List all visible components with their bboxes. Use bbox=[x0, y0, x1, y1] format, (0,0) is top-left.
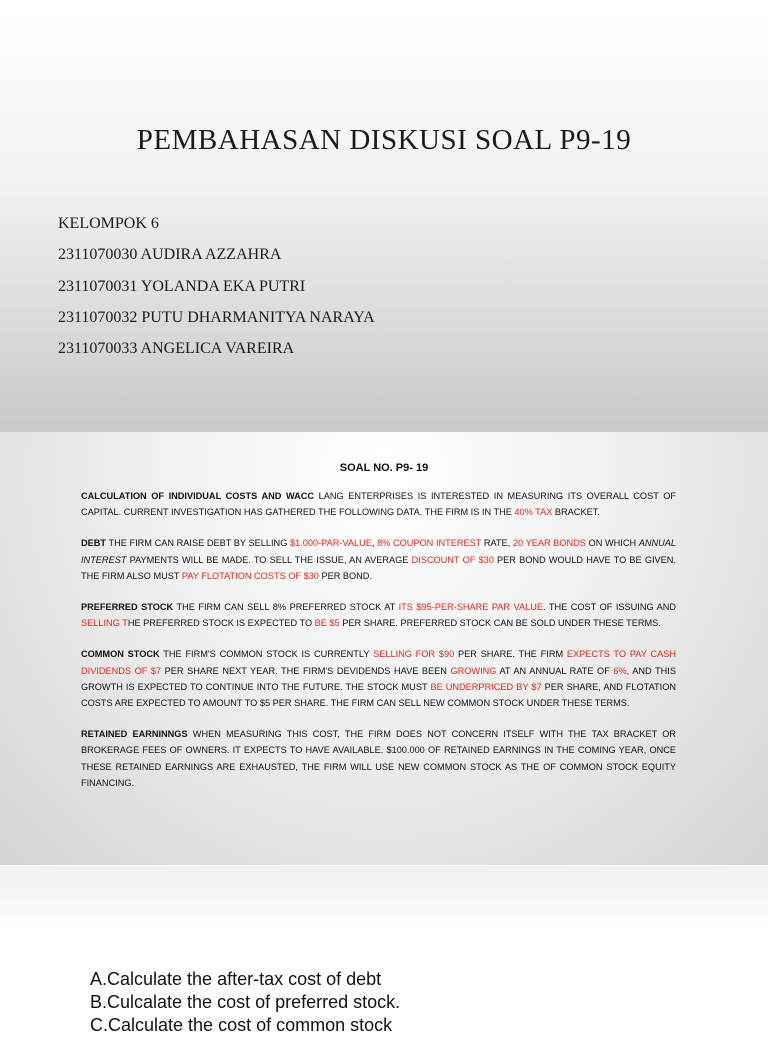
preferred-text: THE FIRM CAN SELL 8% PREFERRED STOCK AT bbox=[173, 602, 399, 613]
intro-label: CALCULATION OF INDIVIDUAL COSTS AND WACC bbox=[81, 491, 315, 501]
problem-slide bbox=[0, 432, 768, 865]
highlight-text: 40% TAX bbox=[514, 507, 553, 518]
highlight-text: BE $5 bbox=[314, 618, 340, 629]
title-slide bbox=[0, 0, 768, 432]
debt-text: PAYMENTS WILL BE MADE. TO SELL THE ISSUE, AN AVERAGE bbox=[126, 554, 412, 565]
highlight-text: SELLING T bbox=[81, 618, 128, 629]
debt-text: , bbox=[371, 538, 378, 549]
highlight-text: BE UNDERPRICED BY $7 bbox=[430, 681, 542, 692]
common-text: AT AN ANNUAL RATE OF bbox=[496, 665, 614, 676]
highlight-text: EXPECTS TO PAY CASH DIVIDENDS OF $7 bbox=[81, 649, 676, 676]
member-item: 2311070032 PUTU DHARMANITYA NARAYA bbox=[58, 308, 375, 326]
problem-content bbox=[81, 488, 676, 806]
preferred-text: . THE COST OF ISSUING AND bbox=[543, 602, 676, 613]
question-item: A.Calculate the after-tax cost of debt bbox=[90, 969, 382, 989]
retained-label: RETAINED EARNINNGS bbox=[81, 729, 188, 740]
group-name: KELOMPOK 6 bbox=[58, 215, 159, 232]
italic-text: ANNUAL INTEREST bbox=[81, 538, 677, 565]
debt-text: PER BOND. bbox=[318, 570, 372, 581]
debt-text: THE FIRM CAN RAISE DEBT BY SELLING bbox=[106, 538, 290, 549]
member-list bbox=[58, 212, 375, 368]
debt-text: PER BOND WOULD HAVE TO BE GIVEN. THE FIRM ALSO MUST bbox=[81, 554, 676, 581]
debt-text: ON WHICH bbox=[585, 538, 639, 549]
common-text: PER SHARE, AND FLOTATION COSTS ARE EXPECTED TO AMOUNT TO $5 PER SHARE. THE FIRM CAN SELL NEW COMMON STOCK UNDER THESE TERMS. bbox=[81, 681, 676, 709]
retained-text: WHEN MEASURING THIS COST, THE FIRM DOES NOT CONCERN ITSELF WITH THE TAX BRACKET OR BROKERAGE FEES OF OWNERS. IT EXPECTS TO HAVE AVAILABLE. $100.000 OF RETAINED EARNINGS IN THE COMING YEAR, ONCE THESE RETAINED EARNINGS ARE EXHAUSTED, THE FIRM WILL USE NEW COMMON STOCK AS THE OF COMMON STOCK EQUITY FINANCING. bbox=[81, 729, 676, 788]
common-text: AND THIS GROWTH IS EXPECTED TO CONTINUE INTO THE FUTURE. THE STOCK MUST bbox=[81, 665, 676, 692]
preferred-label: PREFERRED STOCK bbox=[81, 602, 174, 613]
highlight-text: DISCOUNT OF $30 bbox=[411, 554, 494, 565]
intro-text: LANG ENTERPRISES IS INTERESTED IN MEASURING ITS OVERALL COST OF CAPITAL. CURRENT INVESTIGATION HAS GATHERED THE FOLLOWING DATA. THE FIRM IS IN THE bbox=[81, 491, 676, 518]
question-list bbox=[90, 968, 400, 1037]
problem-heading: SOAL NO. P9- 19 bbox=[339, 462, 429, 474]
debt-label: DEBT bbox=[81, 538, 107, 549]
highlight-text: $1.000-PAR-VALUE bbox=[289, 538, 372, 549]
intro-text: BRACKET. bbox=[552, 507, 600, 518]
preferred-text: HE PREFERRED STOCK IS EXPECTED TO bbox=[127, 618, 315, 629]
preferred-paragraph bbox=[81, 599, 676, 631]
member-item: 2311070030 AUDIRA AZZAHRA bbox=[58, 246, 282, 264]
common-paragraph bbox=[81, 646, 676, 711]
questions-slide bbox=[0, 866, 768, 1035]
common-text: PER SHARE NEXT YEAR. THE FIRM'S DEVIDENDS HAVE BEEN bbox=[161, 665, 451, 676]
highlight-text: PAY FLOTATION COSTS OF $30 bbox=[181, 570, 319, 581]
preferred-text: PER SHARE. PREFERRED STOCK CAN BE SOLD UNDER THESE TERMS. bbox=[339, 618, 661, 629]
member-item: 2311070031 YOLANDA EKA PUTRI bbox=[58, 277, 306, 295]
question-item: B.Culcalate the cost of preferred stock. bbox=[90, 992, 401, 1012]
highlight-text: 6%, bbox=[613, 665, 630, 676]
debt-paragraph bbox=[81, 535, 676, 584]
highlight-text: ITS $95-PER-SHARE PAR VALUE bbox=[398, 602, 543, 613]
debt-text: RATE, bbox=[481, 538, 513, 549]
retained-paragraph bbox=[81, 726, 676, 791]
common-label: COMMON STOCK bbox=[81, 649, 160, 660]
highlight-text: 20 YEAR BONDS bbox=[512, 538, 586, 549]
common-text: THE FIRM'S COMMON STOCK IS CURRENTLY bbox=[159, 649, 374, 660]
highlight-text: GROWING bbox=[450, 665, 497, 676]
member-item: 2311070033 ANGELICA VAREIRA bbox=[58, 340, 295, 358]
question-item: C.Calculate the cost of common stock bbox=[90, 1015, 393, 1035]
common-text: PER SHARE. THE FIRM bbox=[454, 649, 567, 660]
slide-title: PEMBAHASAN DISKUSI SOAL P9-19 bbox=[136, 124, 632, 156]
highlight-text: 8% COUPON INTEREST bbox=[377, 538, 482, 549]
highlight-text: SELLING FOR $90 bbox=[373, 649, 455, 660]
intro-paragraph bbox=[81, 488, 676, 520]
